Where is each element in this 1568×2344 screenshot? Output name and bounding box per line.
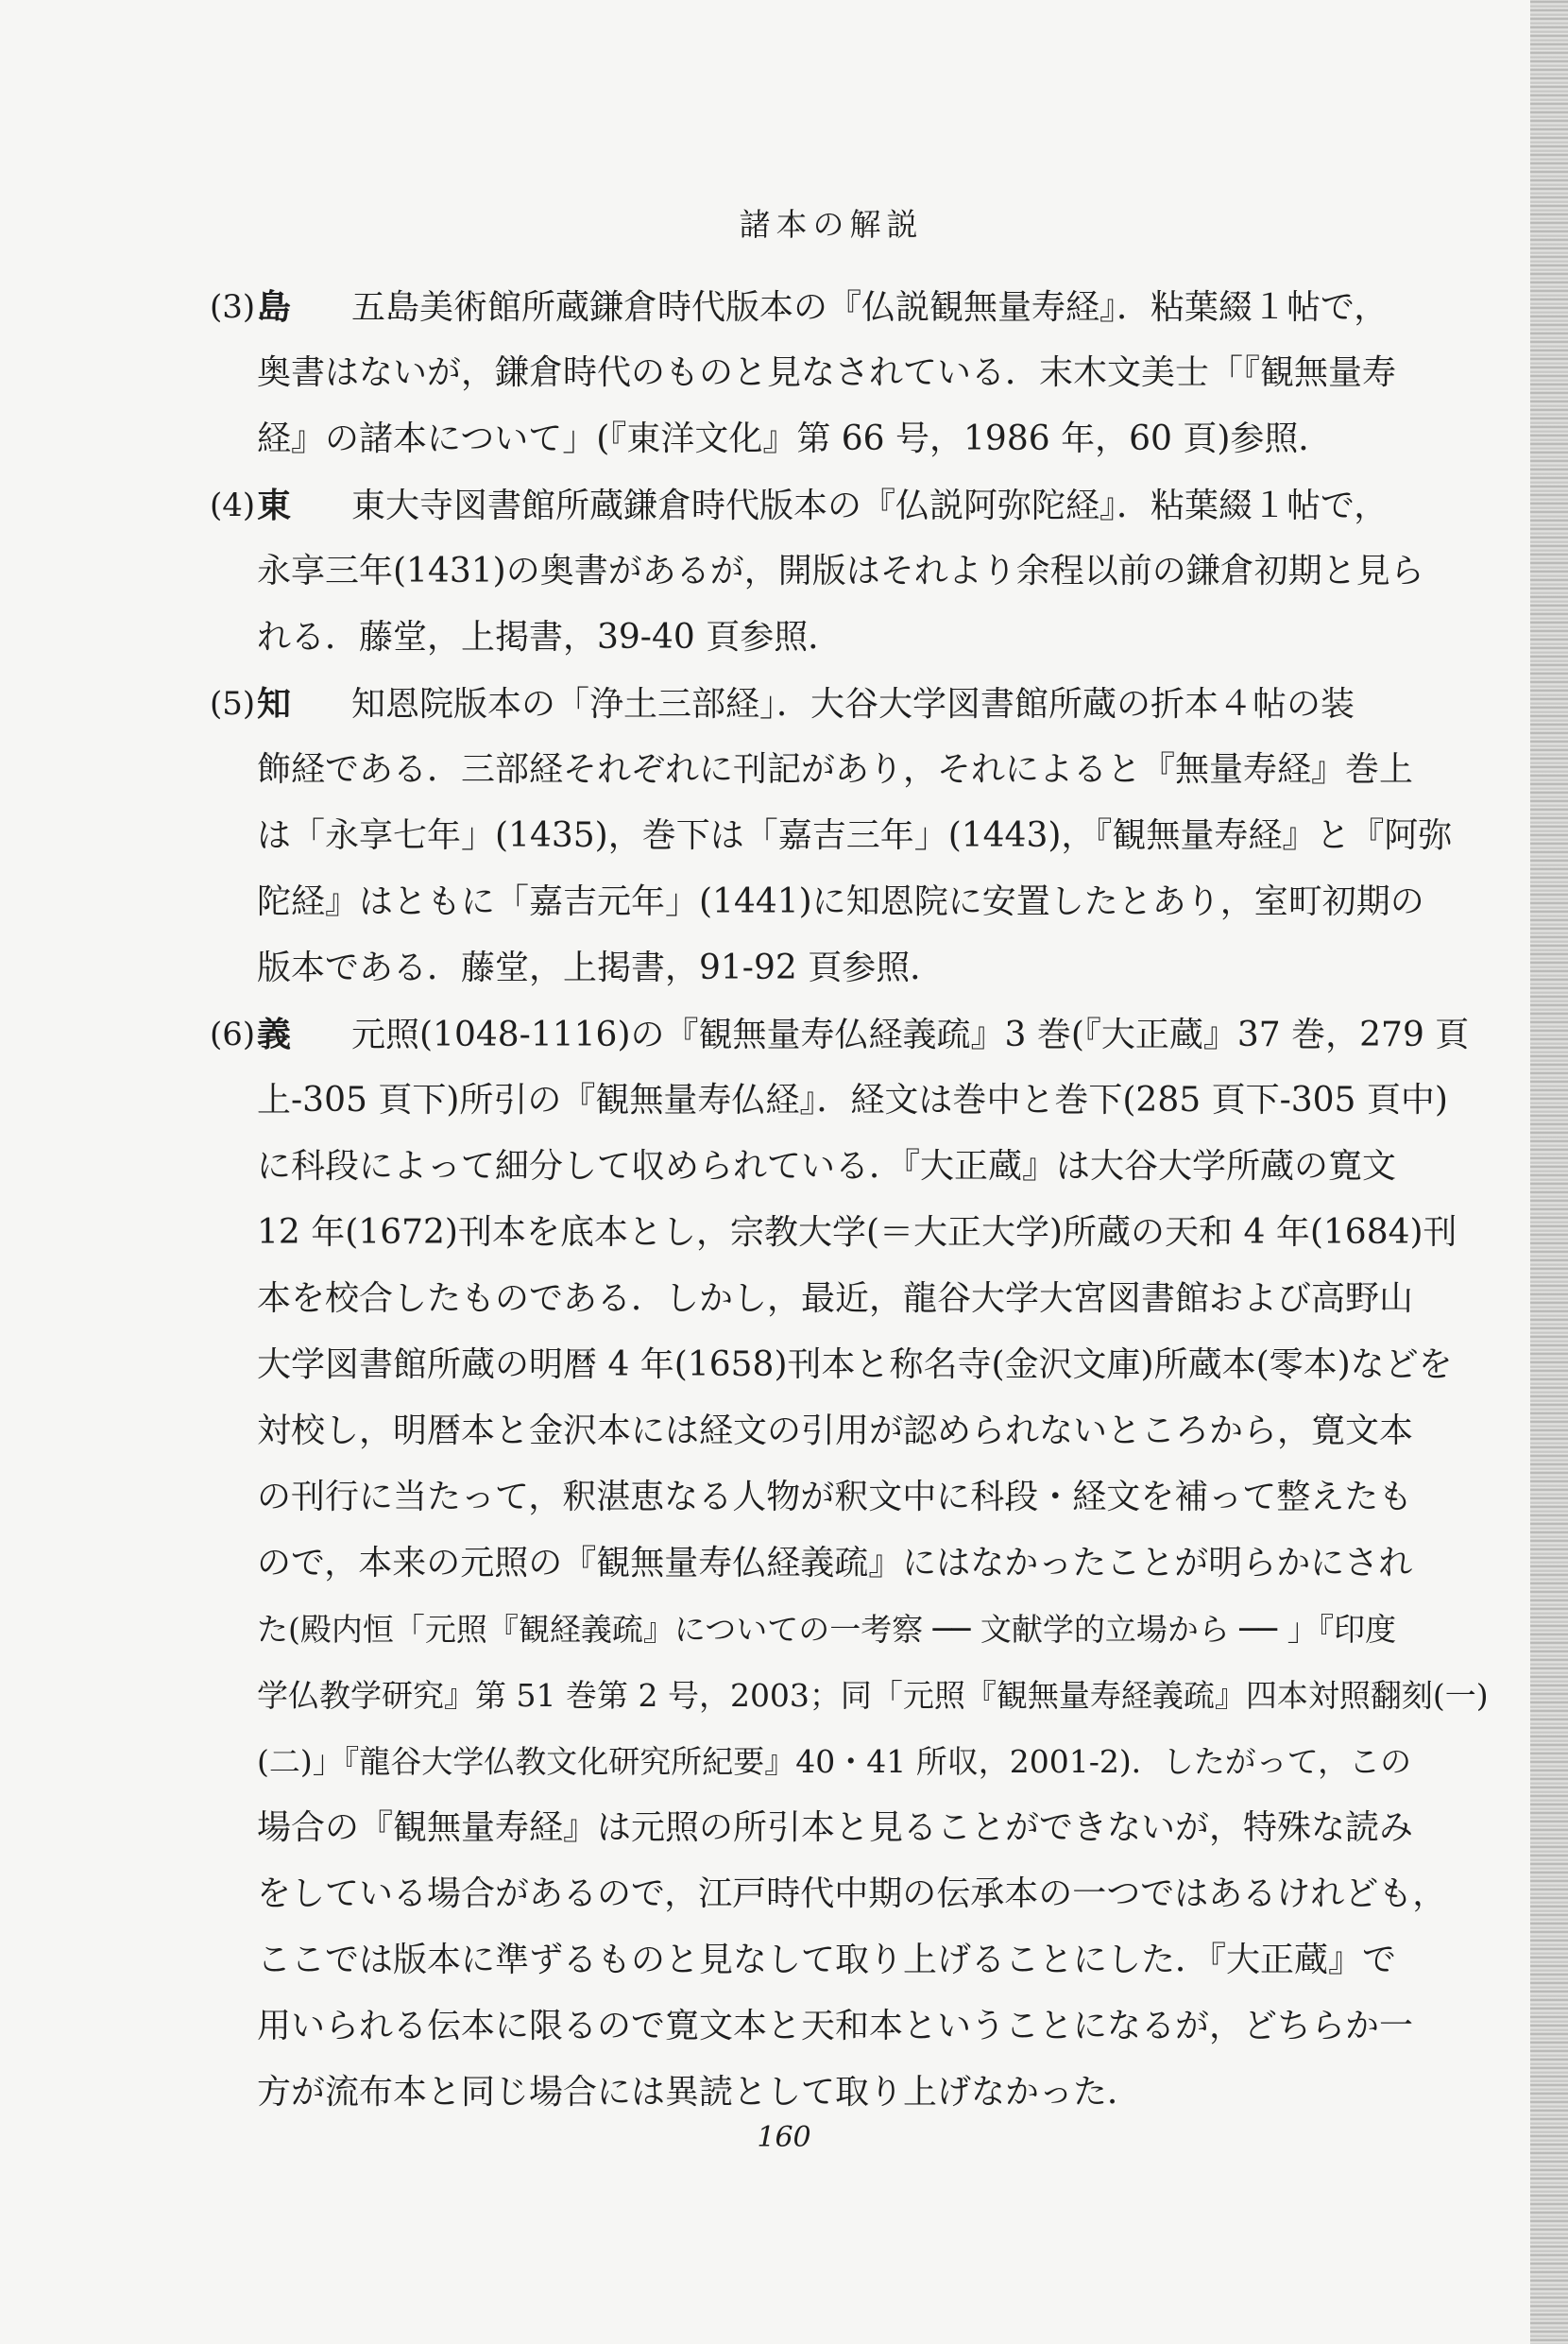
entry-text: 東大寺図書館所蔵鎌倉時代版本の『仏説阿弥陀経』．粘葉綴１帖で， — [351, 487, 1389, 525]
entry-4 — [210, 472, 1447, 671]
entry-line: 用いられる伝本に限るので寛文本と天和本ということになるが，どちらか一 — [257, 2007, 1414, 2045]
entry-line: 学仏教学研究』第 51 巻第 2 号，2003；同「元照『観無量寿経義疏』四本対照翻刻(一) — [257, 1677, 1489, 1714]
entry-line: の刊行に当たって，釈湛恵なる人物が釈文中に科段・経文を補って整えたも — [257, 1478, 1413, 1516]
entry-line: をしている場合があるので，江戸時代中期の伝承本の一つではあるけれども， — [257, 1874, 1447, 1913]
entry-line: 対校し，明暦本と金沢本には経文の引用が認められないところから，寛文本 — [257, 1412, 1414, 1450]
entry-sigil: 知 — [257, 684, 292, 724]
entry-line: (二)」『龍谷大学仏教文化研究所紀要』40・41 所収，2001-2)．したがって，この — [257, 1743, 1412, 1780]
entry-text: 知恩院版本の「浄土三部経」．大谷大学図書館所蔵の折本４帖の装 — [351, 685, 1355, 724]
entry-line: 陀経』はともに「嘉吉元年」(1441)に知恩院に安置したとあり，室町初期の — [257, 882, 1424, 921]
entry-line: 経』の諸本について」(『東洋文化』第 66 号，1986 年，60 頁)参照． — [257, 419, 1333, 458]
entry-line: 方が流布本と同じ場合には異読として取り上げなかった． — [257, 2073, 1142, 2112]
entry-line — [257, 1001, 1470, 1068]
entry-6 — [210, 1001, 1489, 2126]
entry-line — [257, 472, 1447, 539]
entry-line: た(殿内恒「元照『観経義疏』についての一考察 ── 文献学的立場から ── 」『印度 — [257, 1611, 1397, 1648]
entry-3 — [210, 274, 1447, 472]
entries-list — [0, 274, 1568, 2126]
page-number: 160 — [757, 2121, 811, 2154]
entry-line: 飾経である．三部経それぞれに刊記があり，それによると『無量寿経』巻上 — [257, 750, 1414, 789]
entry-text: 五島美術館所蔵鎌倉時代版本の『仏説観無量寿経』．粘葉綴１帖で， — [351, 288, 1389, 327]
entry-number: (4) — [210, 487, 256, 524]
entry-sigil: 東 — [257, 486, 292, 525]
entry-line: 12 年(1672)刊本を底本とし，宗教大学(＝大正大学)所蔵の天和 4 年(1684)刊 — [257, 1213, 1457, 1252]
entry-line — [257, 671, 1447, 737]
entry-number: (6) — [210, 1016, 256, 1053]
entry-line: 場合の『観無量寿経』は元照の所引本と見ることができないが，特殊な読み — [257, 1808, 1414, 1847]
entry-line: 版本である．藤堂，上掲書，91-92 頁参照． — [257, 949, 945, 987]
running-head: 諸本の解説 — [739, 206, 924, 243]
entry-sigil: 島 — [257, 287, 292, 327]
entry-line — [257, 274, 1447, 340]
entry-line: 奥書はないが，鎌倉時代のものと見なされている．末木文美士「『観無量寿 — [257, 353, 1397, 392]
entry-line: 大学図書館所蔵の明暦 4 年(1658)刊本と称名寺(金沢文庫)所蔵本(零本)などを — [257, 1345, 1453, 1384]
entry-line: ここでは版本に準ずるものと見なして取り上げることにした．『大正蔵』で — [257, 1941, 1397, 1979]
entry-line: 上-305 頁下)所引の『観無量寿仏経』．経文は巻中と巻下(285 頁下-305 頁中) — [257, 1081, 1448, 1120]
entry-line: 本を校合したものである．しかし，最近，龍谷大学大宮図書館および高野山 — [257, 1279, 1414, 1318]
entry-line: れる．藤堂，上掲書，39-40 頁参照． — [257, 618, 843, 657]
entry-number: (3) — [210, 288, 256, 326]
entry-text: 元照(1048-1116)の『観無量寿仏経義疏』3 巻(『大正蔵』37 巻，279 頁 — [351, 1016, 1470, 1054]
entry-number: (5) — [210, 685, 256, 723]
entry-line: 永享三年(1431)の奥書があるが，開版はそれより余程以前の鎌倉初期と見ら — [257, 552, 1424, 590]
entry-5 — [210, 671, 1453, 1001]
entry-line: に科段によって細分して収められている．『大正蔵』は大谷大学所蔵の寛文 — [257, 1147, 1397, 1186]
entry-sigil: 義 — [257, 1015, 292, 1054]
entry-line: ので，本来の元照の『観無量寿仏経義疏』にはなかったことが明らかにされ — [257, 1544, 1413, 1583]
entry-line: は「永享七年」(1435)，巻下は「嘉吉三年」(1443)，『観無量寿経』と『阿弥 — [257, 816, 1453, 855]
